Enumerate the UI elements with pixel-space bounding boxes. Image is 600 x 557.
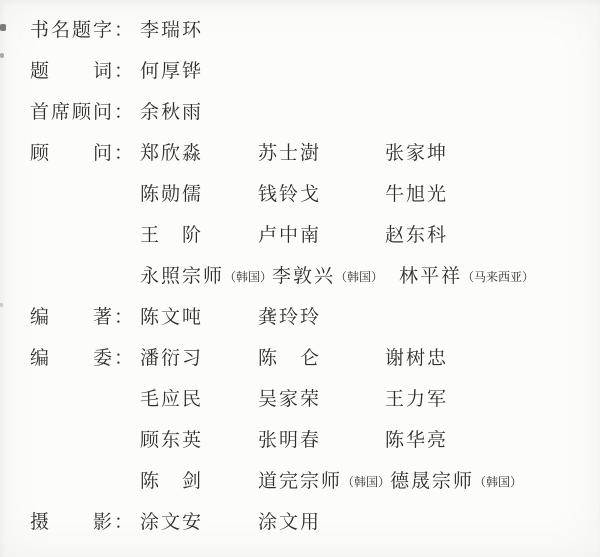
- credit-name: [258, 384, 385, 411]
- section-label: 首席顾问：: [30, 102, 136, 123]
- credit-row: [30, 459, 600, 500]
- credit-name: [385, 179, 448, 206]
- credit-name: [385, 343, 448, 370]
- person-name: 陈 仑: [258, 348, 322, 369]
- person-name: 钱铃戈: [258, 184, 322, 205]
- section-label: 编 著：: [30, 307, 136, 328]
- credit-name: [390, 466, 522, 493]
- credit-name: [140, 97, 258, 124]
- person-name: 涂文用: [258, 512, 322, 533]
- person-name: 卢中南: [258, 225, 322, 246]
- person-name: 永照宗师: [140, 266, 225, 287]
- credit-row: [30, 295, 600, 336]
- person-name: 陈文吨: [140, 307, 204, 328]
- person-name: 王 阶: [140, 225, 204, 246]
- credit-name: [385, 138, 448, 165]
- credit-name: [272, 261, 399, 288]
- credit-row: [30, 500, 600, 541]
- person-name: 涂文安: [140, 512, 204, 533]
- credit-name: [140, 343, 258, 370]
- person-name: 余秋雨: [140, 102, 204, 123]
- credit-name: [140, 384, 258, 411]
- person-name: 郑欣淼: [140, 143, 204, 164]
- person-name: 吴家荣: [258, 389, 322, 410]
- credit-name: [140, 425, 258, 452]
- credit-name: [140, 302, 258, 329]
- credit-name: [258, 343, 385, 370]
- credit-name: [140, 179, 258, 206]
- person-name: 德晟宗师: [390, 471, 475, 492]
- person-name: 赵东科: [385, 225, 449, 246]
- credit-name: [140, 138, 258, 165]
- credit-name: [385, 384, 448, 411]
- country-note: （韩国）: [342, 475, 391, 489]
- person-name: 龚玲玲: [258, 307, 322, 328]
- credit-name: [140, 507, 258, 534]
- credit-row: [30, 8, 600, 49]
- person-name: 道完宗师: [258, 471, 343, 492]
- credit-name: [258, 138, 385, 165]
- credit-name: [258, 302, 385, 329]
- person-name: 毛应民: [140, 389, 204, 410]
- credit-row: [30, 131, 600, 172]
- person-name: 陈华亮: [385, 430, 449, 451]
- person-name: 李敦兴: [272, 266, 336, 287]
- credit-name: [258, 425, 385, 452]
- credit-name: [258, 220, 385, 247]
- person-name: 何厚铧: [140, 61, 204, 82]
- person-name: 牛旭光: [385, 184, 449, 205]
- credit-row: [30, 172, 600, 213]
- person-name: 潘衍习: [140, 348, 204, 369]
- credit-name: [385, 220, 448, 247]
- credit-row: [30, 213, 600, 254]
- person-name: 谢树忠: [385, 348, 449, 369]
- section-label: 书名题字：: [30, 20, 136, 41]
- country-note: （马来西亚）: [462, 270, 535, 284]
- person-name: 王力军: [385, 389, 449, 410]
- credit-name: [258, 466, 390, 493]
- scan-artifact: [0, 53, 4, 58]
- section-label: 题 词：: [30, 61, 136, 82]
- person-name: 顾东英: [140, 430, 204, 451]
- person-name: 陈勋儒: [140, 184, 204, 205]
- credit-name: [140, 220, 258, 247]
- credit-name: [140, 15, 258, 42]
- credit-name: [399, 261, 534, 288]
- credits-body: [30, 8, 600, 541]
- country-note: （韩国）: [474, 475, 523, 489]
- person-name: 李瑞环: [140, 20, 204, 41]
- country-note: （韩国）: [335, 270, 384, 284]
- credit-row: [30, 254, 600, 295]
- person-name: 张明春: [258, 430, 322, 451]
- credit-name: [258, 507, 385, 534]
- scan-artifact: [0, 303, 3, 307]
- person-name: 苏士澍: [258, 143, 322, 164]
- credit-name: [140, 466, 258, 493]
- scan-artifact: [0, 24, 6, 31]
- person-name: 张家坤: [385, 143, 449, 164]
- credit-row: [30, 377, 600, 418]
- credit-row: [30, 336, 600, 377]
- credit-name: [140, 56, 258, 83]
- credit-row: [30, 49, 600, 90]
- section-label: 编 委：: [30, 348, 136, 369]
- credit-name: [140, 261, 272, 288]
- section-label: 顾 问：: [30, 143, 136, 164]
- section-label: 摄 影：: [30, 512, 136, 533]
- person-name: 陈 剑: [140, 471, 204, 492]
- country-note: （韩国）: [224, 270, 273, 284]
- credit-row: [30, 90, 600, 131]
- credit-row: [30, 418, 600, 459]
- person-name: 林平祥: [399, 266, 463, 287]
- credit-name: [385, 425, 448, 452]
- credit-name: [258, 179, 385, 206]
